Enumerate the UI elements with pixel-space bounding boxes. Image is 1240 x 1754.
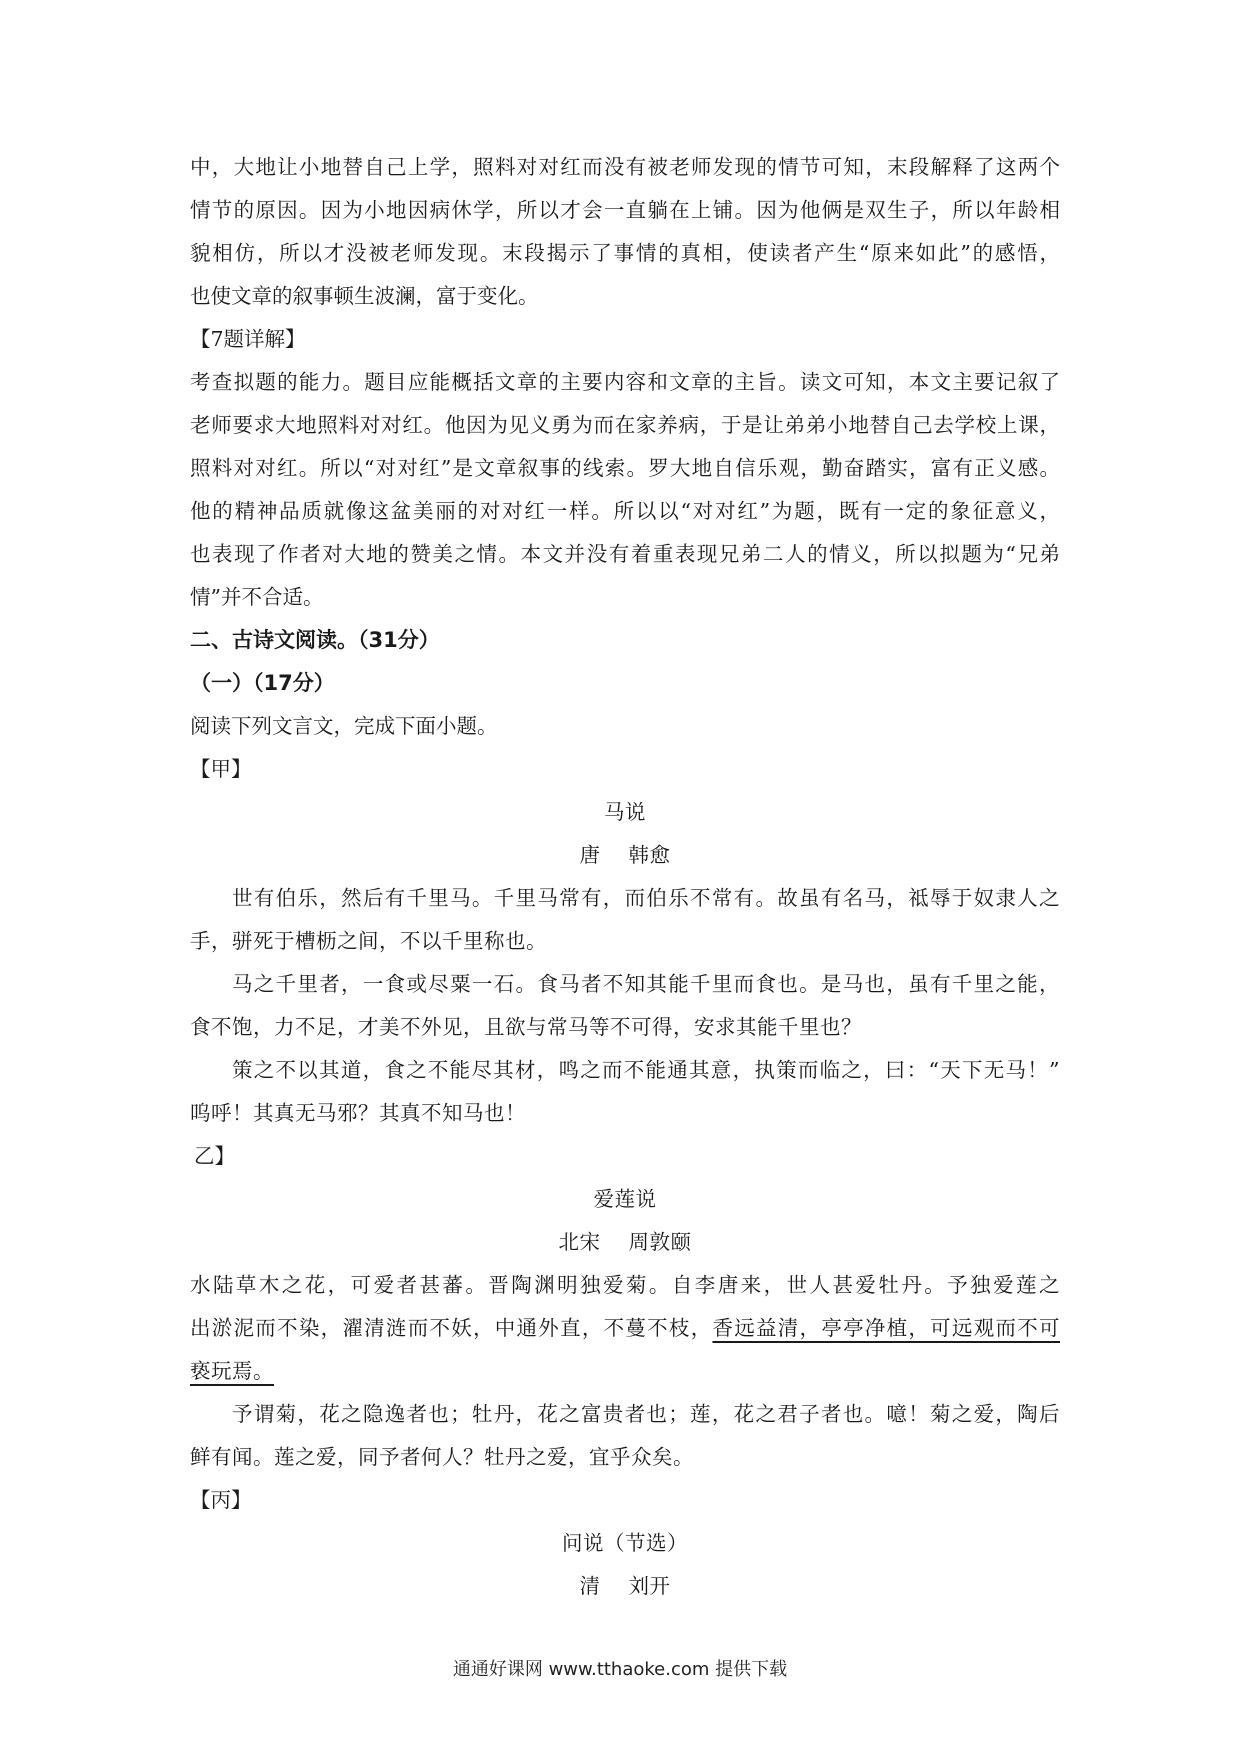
text-a-line: 手，骈死于槽枥之间，不以千里称也。: [190, 929, 547, 953]
text-a-line: 马之千里者，一食或尽粟一石。食马者不知其能千里而食也。是马也，虽有千里之能，: [232, 972, 1060, 996]
text-b-line: 鲜有闻。莲之爱，同予者何人？牡丹之爱，宜乎众矣。: [190, 1445, 694, 1469]
page-footer: 通通好课网 www.tthaoke.com 提供下载: [452, 1659, 788, 1680]
q7-line: 考查拟题的能力。题目应能概括文章的主要内容和文章的主旨。读文可知，本文主要记叙了: [190, 370, 1060, 394]
q7-line: 老师要求大地照料对对红。他因为见义勇为而在家养病，于是让弟弟小地替自己去学校上课，: [190, 413, 1060, 437]
text-b-underlined-segment: 亵玩焉。: [190, 1359, 274, 1383]
text-a-line: 呜呼！其真无马邪？其真不知马也！: [190, 1101, 526, 1125]
analysis-line: 也使文章的叙事顿生波澜，富于变化。: [190, 284, 539, 308]
text-a-author: 唐 韩愈: [579, 843, 671, 867]
text-b-line: 水陆草木之花，可爱者甚蕃。晋陶渊明独爱菊。自李唐来，世人甚爱牡丹。予独爱莲之: [190, 1273, 1060, 1297]
analysis-line: 情节的原因。因为小地因病休学，所以才会一直躺在上铺。因为他俩是双生子，所以年龄相: [190, 198, 1060, 222]
q7-heading: 【7题详解】: [190, 327, 306, 351]
text-a-tag: 【甲】: [190, 757, 252, 781]
analysis-line: 中，大地让小地替自己上学，照料对对红而没有被老师发现的情节可知，末段解释了这两个: [190, 155, 1060, 179]
text-b-line: [190, 1307, 1060, 1350]
text-a-line: 食不饱，力不足，才美不外见，且欲与常马等不可得，安求其能千里也？: [190, 1015, 862, 1039]
text-a-title: 马说: [604, 800, 646, 824]
text-b-line: 予谓菊，花之隐逸者也；牡丹，花之富贵者也；莲，花之君子者也。噫！菊之爱，陶后: [232, 1402, 1060, 1426]
instruction: 阅读下列文言文，完成下面小题。: [190, 714, 498, 738]
section-heading: 二、古诗文阅读。（31分）: [190, 628, 440, 652]
text-a-line: 世有伯乐，然后有千里马。千里马常有，而伯乐不常有。故虽有名马，祗辱于奴隶人之: [232, 886, 1060, 910]
text-b-author: 北宋 周敦颐: [558, 1230, 692, 1254]
subsection-heading: （一）（17分）: [190, 671, 335, 695]
analysis-line: 貌相仿，所以才没被老师发现。末段揭示了事情的真相，使读者产生“原来如此”的感悟，: [190, 241, 1060, 265]
text-a-line: 策之不以其道，食之不能尽其材，鸣之而不能通其意，执策而临之，曰：“天下无马！”: [232, 1058, 1060, 1082]
text-b-title: 爱莲说: [593, 1187, 657, 1211]
q7-line: 情”并不合适。: [190, 585, 324, 609]
text-b-tag: 乙】: [194, 1144, 235, 1168]
text-c-author: 清 刘开: [579, 1574, 671, 1598]
text-c-title: 问说（节选）: [562, 1531, 688, 1555]
q7-line: 他的精神品质就像这盆美丽的对对红一样。所以以“对对红”为题，既有一定的象征意义，: [190, 499, 1060, 523]
q7-line: 照料对对红。所以“对对红”是文章叙事的线索。罗大地自信乐观，勤奋踏实，富有正义感。: [190, 456, 1060, 480]
text-b-line: [190, 1350, 1060, 1393]
text-c-tag: 【丙】: [190, 1488, 252, 1512]
q7-line: 也表现了作者对大地的赞美之情。本文并没有着重表现兄弟二人的情义，所以拟题为“兄弟: [190, 542, 1060, 566]
text-b-plain-segment: 出淤泥而不染，濯清涟而不妖，中通外直，不蔓不枝，: [190, 1316, 713, 1340]
text-b-underlined-segment: 香远益清，亭亭净植，可远观而不可: [712, 1316, 1060, 1340]
page-content: [190, 146, 1060, 1608]
